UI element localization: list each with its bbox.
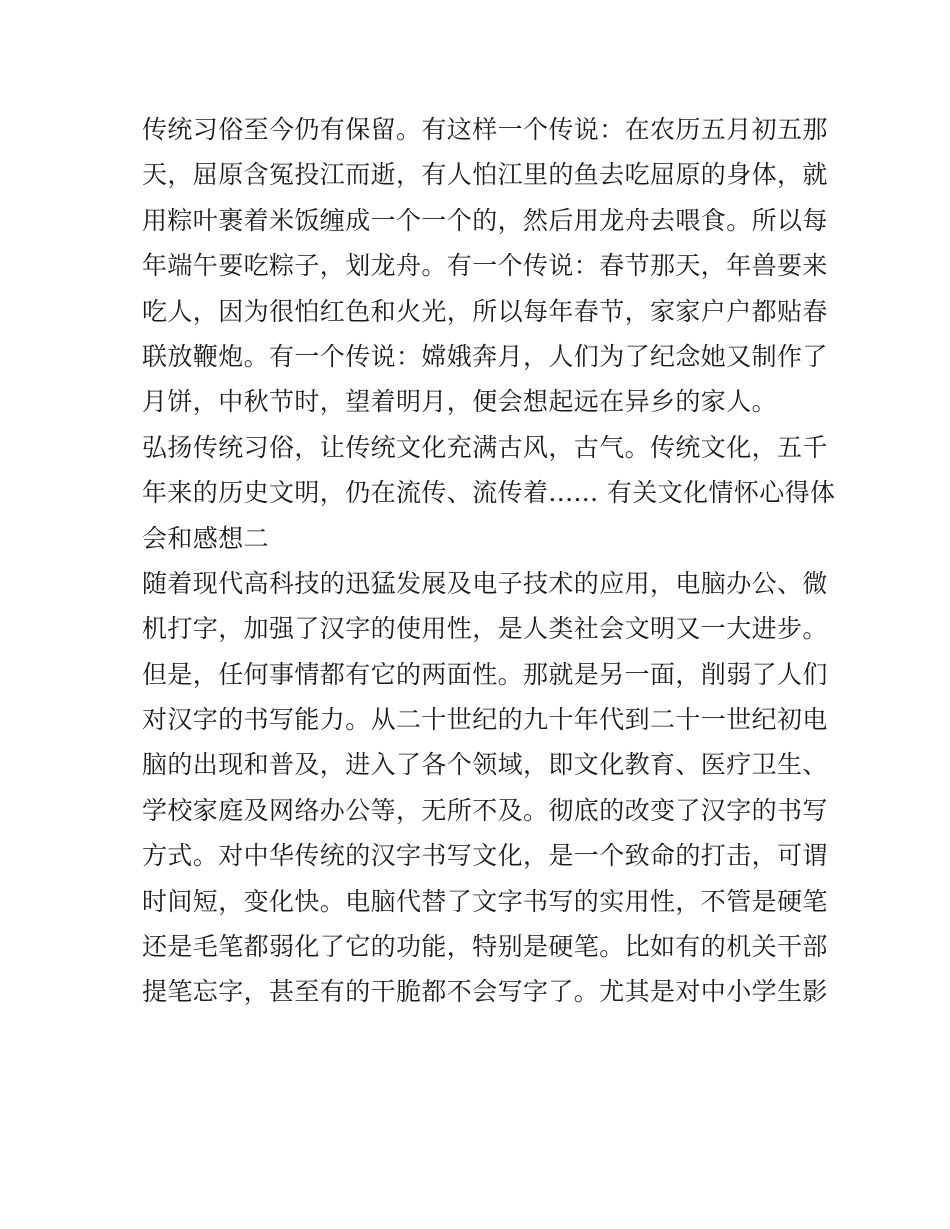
text-line: 时间短，变化快。电脑代替了文字书写的实用性，不管是硬笔 xyxy=(142,886,828,916)
text-line: 学校家庭及网络办公等，无所不及。彻底的改变了汉字的书写 xyxy=(142,795,828,825)
text-line: 还是毛笔都弱化了它的功能，特别是硬笔。比如有的机关干部 xyxy=(142,932,828,962)
text-line: 提笔忘字，甚至有的干脆都不会写字了。尤其是对中小学生影 xyxy=(142,977,828,1007)
body-text xyxy=(142,107,836,1015)
text-line: 用粽叶裹着米饭缠成一个一个的，然后用龙舟去喂食。所以每 xyxy=(142,205,828,235)
text-line: 弘扬传统习俗，让传统文化充满古风，古气。传统文化，五千 xyxy=(142,432,828,462)
text-line: 年端午要吃粽子，划龙舟。有一个传说：春节那天，年兽要来 xyxy=(142,251,828,281)
text-line: 但是，任何事情都有它的两面性。那就是另一面，削弱了人们 xyxy=(142,659,828,689)
text-line: 月饼，中秋节时，望着明月，便会想起远在异乡的家人。 xyxy=(142,387,778,417)
text-line: 方式。对中华传统的汉字书写文化，是一个致命的打击，可谓 xyxy=(142,841,828,871)
text-line: 会和感想二 xyxy=(142,523,270,553)
text-line: 吃人，因为很怕红色和火光，所以每年春节，家家户户都贴春 xyxy=(142,296,828,326)
text-line: 联放鞭炮。有一个传说：嫦娥奔月，人们为了纪念她又制作了 xyxy=(142,341,828,371)
text-line: 年来的历史文明，仍在流传、流传着...... 有关文化情怀心得体 xyxy=(142,478,836,508)
text-line: 脑的出现和普及，进入了各个领域，即文化教育、医疗卫生、 xyxy=(142,750,828,780)
text-line: 对汉字的书写能力。从二十世纪的九十年代到二十一世纪初电 xyxy=(142,705,828,735)
text-line: 机打字，加强了汉字的使用性，是人类社会文明又一大进步。 xyxy=(142,614,828,644)
text-line: 随着现代高科技的迅猛发展及电子技术的应用，电脑办公、微 xyxy=(142,568,828,598)
text-line: 传统习俗至今仍有保留。有这样一个传说：在农历五月初五那 xyxy=(142,115,828,144)
text-line: 天，屈原含冤投江而逝，有人怕江里的鱼去吃屈原的身体，就 xyxy=(142,160,828,190)
